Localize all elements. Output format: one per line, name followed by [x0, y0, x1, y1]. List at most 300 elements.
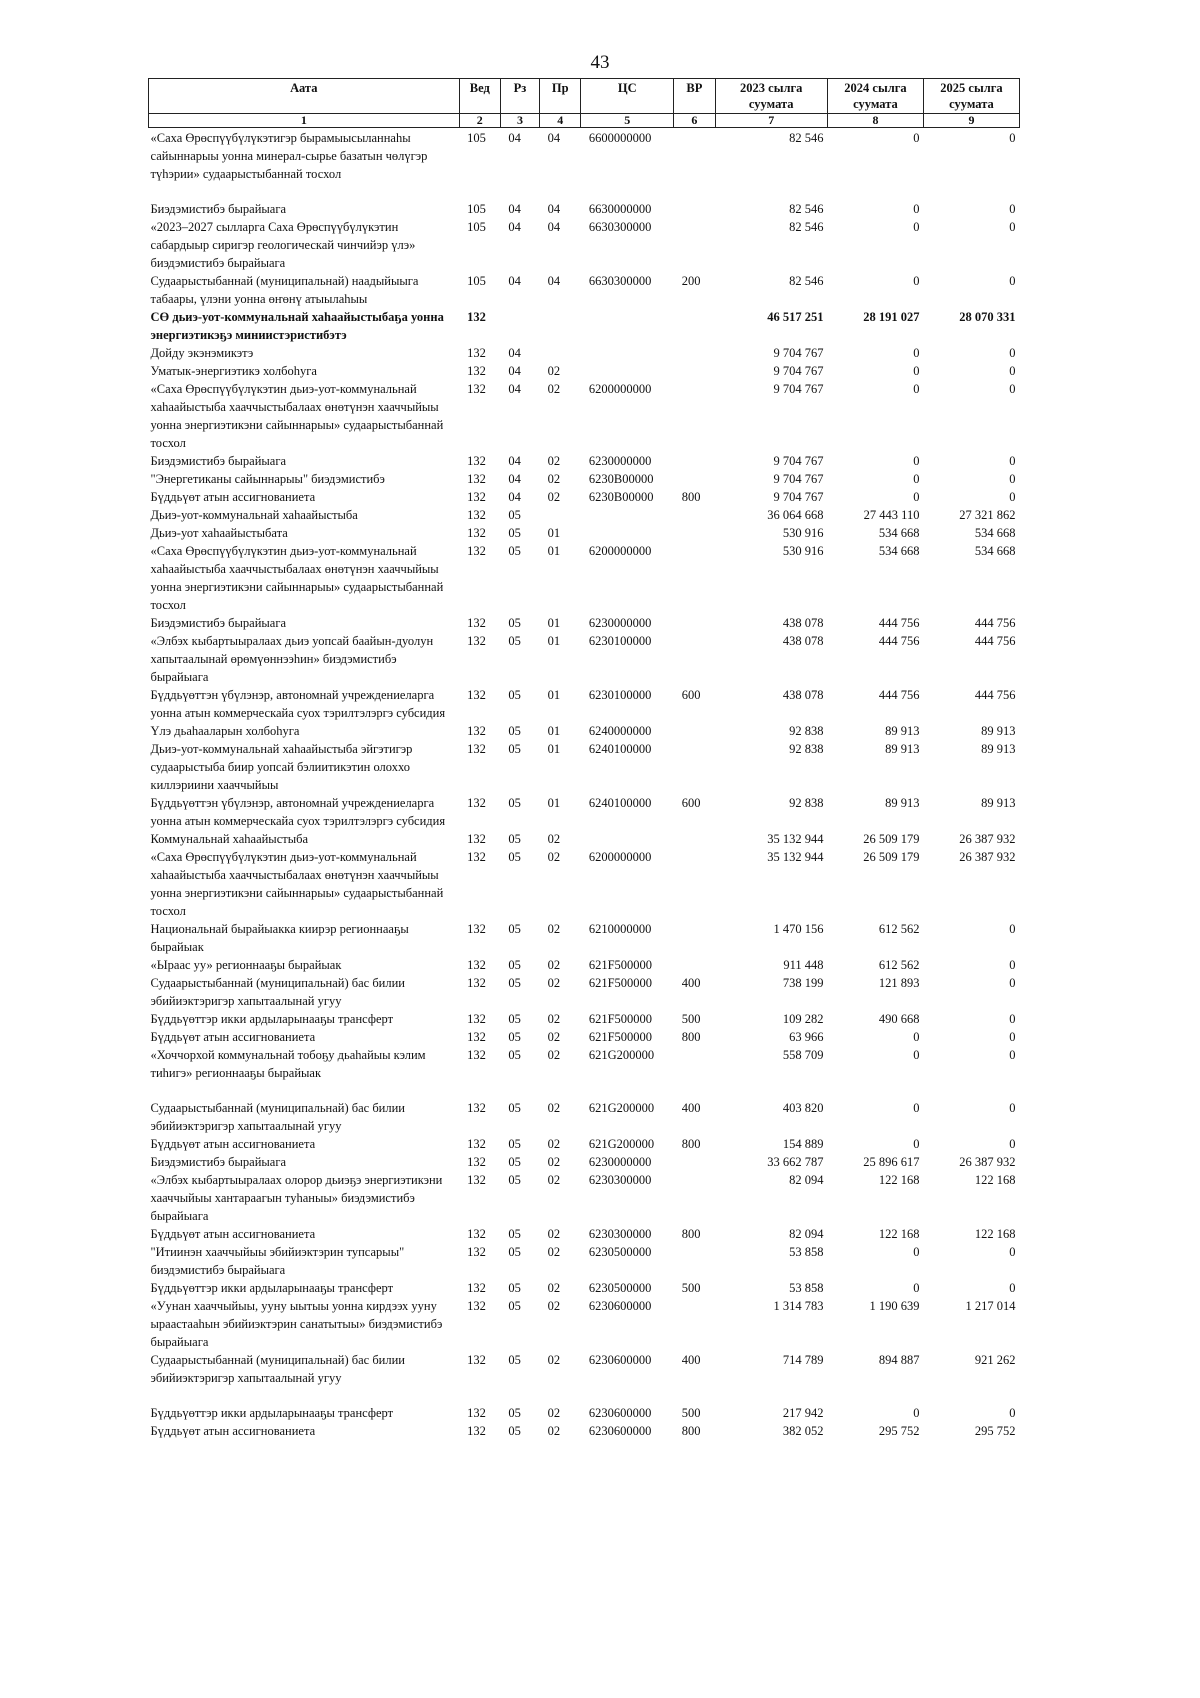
cell-y2024: 0: [913, 220, 920, 234]
cell-ved: 132: [467, 1137, 486, 1151]
cell-vr: 800: [681, 490, 701, 504]
cell-cs: [581, 308, 674, 344]
cell-name: Бүддьүөттэр икки ардыларынааҕы трансферт: [150, 1281, 394, 1295]
table-row: [149, 200, 1020, 218]
cell-y2023: 92 838: [789, 724, 824, 738]
table-row: [149, 1135, 1020, 1153]
cell-vr: 400: [681, 1353, 701, 1367]
cell-vr: 500: [681, 1281, 701, 1295]
cell-vr: 800: [681, 1030, 701, 1044]
cell-ved: 132: [467, 1012, 486, 1026]
cell-y2025: 89 913: [981, 742, 1016, 756]
cell-y2023: 154 889: [782, 1137, 824, 1151]
cell-name: «Саха Өрөспүүбүлүкэтин дьиэ-уот-коммунальнай хаһаайыстыба хааччыстыбалаах өнөтүнэн хааччыйыы уонна энергиэтикэни сайыннарыы» судаарыстыбаннай тосхол: [150, 544, 444, 612]
cell-pr: 01: [547, 616, 561, 630]
cell-pr: 04: [547, 220, 561, 234]
cell-rz: 05: [508, 1227, 521, 1241]
table-row: [149, 956, 1020, 974]
cell-y2024: 444 756: [878, 616, 920, 630]
cell-name: Судаарыстыбаннай (муниципальнай) бас билии эбийиэктэригэр хапытаалынай угуу: [150, 1101, 405, 1133]
cell-rz: 05: [508, 1012, 521, 1026]
cell-cs: [581, 362, 674, 380]
cell-name: Уматык-энергиэтикэ холбоһуга: [150, 364, 317, 378]
header-cell: 2023 сылга суумата: [715, 79, 827, 114]
cell-ved: 132: [467, 1048, 486, 1062]
cell-name: Бүддьүөттэн үбүлэнэр, автономнай учреждениеларга уонна атын коммерческайа суох тэрилтэлэргэ субсидия: [150, 796, 446, 828]
cell-y2023: 36 064 668: [767, 508, 824, 522]
cell-rz: 05: [508, 742, 521, 756]
cell-y2024: 121 893: [878, 976, 920, 990]
cell-pr: [540, 506, 581, 524]
cell-cs: 6230100000: [588, 688, 652, 702]
cell-y2023: 403 820: [782, 1101, 824, 1115]
header-cell: 2025 сылга суумата: [923, 79, 1019, 114]
cell-rz: 05: [508, 1353, 521, 1367]
cell-y2024: 612 562: [878, 958, 920, 972]
cell-y2024: 122 168: [878, 1227, 920, 1241]
cell-y2024: 0: [913, 131, 920, 145]
cell-pr: 02: [547, 490, 561, 504]
cell-y2024: 89 913: [885, 742, 920, 756]
cell-ved: 132: [467, 724, 486, 738]
cell-cs: 6240100000: [588, 796, 652, 810]
cell-cs: 6230600000: [588, 1406, 652, 1420]
cell-rz: 05: [508, 544, 521, 558]
cell-rz: 05: [508, 634, 521, 648]
cell-y2023: 9 704 767: [773, 490, 824, 504]
cell-y2024: 612 562: [878, 922, 920, 936]
column-number: 6: [674, 114, 715, 128]
cell-ved: 132: [467, 1424, 486, 1438]
cell-y2023: 9 704 767: [773, 454, 824, 468]
cell-y2024: 0: [913, 1101, 920, 1115]
cell-y2024: 0: [913, 1245, 920, 1259]
cell-vr: [674, 1171, 715, 1225]
cell-y2025: 0: [1009, 1048, 1016, 1062]
cell-y2023: 82 546: [789, 202, 824, 216]
cell-ved: 132: [467, 382, 486, 396]
cell-y2025: 444 756: [974, 616, 1016, 630]
cell-vr: [674, 722, 715, 740]
cell-y2024: 894 887: [878, 1353, 920, 1367]
cell-y2024: 444 756: [878, 688, 920, 702]
cell-pr: 02: [547, 472, 561, 486]
cell-y2024: 89 913: [885, 724, 920, 738]
cell-y2023: 53 858: [789, 1281, 824, 1295]
cell-vr: [674, 632, 715, 686]
cell-name: Биэдэмистибэ бырайыага: [150, 454, 287, 468]
column-number: 2: [459, 114, 500, 128]
cell-name: Бүддьүөт атын ассигнованиета: [150, 490, 316, 504]
cell-cs: 6630000000: [588, 202, 652, 216]
cell-y2023: 382 052: [782, 1424, 824, 1438]
cell-ved: 132: [467, 1245, 486, 1259]
cell-pr: 02: [547, 1173, 561, 1187]
cell-pr: 02: [547, 1245, 561, 1259]
table-row: [149, 686, 1020, 722]
cell-y2025: 295 752: [974, 1424, 1016, 1438]
cell-pr: 02: [547, 1281, 561, 1295]
table-row: [149, 362, 1020, 380]
cell-cs: 621F500000: [588, 1012, 653, 1026]
cell-y2025: 0: [1009, 1012, 1016, 1026]
cell-y2024: 1 190 639: [869, 1299, 920, 1313]
cell-rz: 05: [508, 724, 521, 738]
cell-y2025: 0: [1009, 1245, 1016, 1259]
cell-vr: [674, 524, 715, 542]
cell-y2024: 26 509 179: [863, 832, 920, 846]
table-row: [149, 542, 1020, 614]
cell-y2024: 0: [913, 382, 920, 396]
cell-y2025: 89 913: [981, 724, 1016, 738]
cell-y2023: 33 662 787: [767, 1155, 824, 1169]
column-number: 9: [923, 114, 1019, 128]
cell-y2024: 122 168: [878, 1173, 920, 1187]
table-row: [149, 272, 1020, 308]
cell-y2025: 0: [1009, 131, 1016, 145]
cell-pr: 01: [547, 796, 561, 810]
cell-y2023: 92 838: [789, 796, 824, 810]
cell-y2023: 35 132 944: [767, 832, 824, 846]
cell-name: Үлэ дьаһааларын холбоһуга: [150, 724, 300, 738]
cell-vr: [674, 1243, 715, 1279]
cell-name: Бүддьүөттэр икки ардыларынааҕы трансферт: [150, 1406, 394, 1420]
cell-y2025: 28 070 331: [959, 310, 1016, 324]
cell-y2025: 444 756: [974, 634, 1016, 648]
cell-ved: 132: [467, 922, 486, 936]
cell-cs: 621F500000: [588, 976, 653, 990]
cell-y2023: 558 709: [782, 1048, 824, 1062]
cell-rz: 05: [508, 832, 521, 846]
cell-pr: 02: [547, 958, 561, 972]
cell-pr: 01: [547, 724, 561, 738]
cell-vr: [674, 380, 715, 452]
cell-ved: 132: [467, 1227, 486, 1241]
cell-rz: 05: [508, 1245, 521, 1259]
table-row: [149, 524, 1020, 542]
cell-pr: 02: [547, 1406, 561, 1420]
cell-y2023: 109 282: [782, 1012, 824, 1026]
cell-ved: 132: [467, 526, 486, 540]
cell-cs: 621G200000: [588, 1048, 655, 1062]
header-cell: Аата: [149, 79, 460, 114]
table-row: [149, 740, 1020, 794]
table-row: [149, 1225, 1020, 1243]
cell-y2024: 26 509 179: [863, 850, 920, 864]
cell-y2023: 1 470 156: [773, 922, 824, 936]
cell-vr: [674, 200, 715, 218]
page-number: 43: [590, 52, 610, 73]
cell-pr: 01: [547, 526, 561, 540]
cell-ved: 132: [467, 508, 486, 522]
cell-rz: 05: [508, 1173, 521, 1187]
cell-y2023: 35 132 944: [767, 850, 824, 864]
cell-y2023: 217 942: [782, 1406, 824, 1420]
cell-name: «Элбэх кыбартыыралаах дьиэ уопсай баайын-дуолун хапытаалынай өрөмүөннээһин» биэдэмистибэ бырайыага: [150, 634, 434, 684]
budget-table: [148, 78, 1020, 1440]
cell-name: Национальнай бырайыакка киирэр регионнааҕы бырайыак: [150, 922, 409, 954]
cell-vr: [674, 218, 715, 272]
cell-y2023: 63 966: [789, 1030, 824, 1044]
cell-rz: 04: [508, 382, 521, 396]
cell-y2025: 1 217 014: [965, 1299, 1016, 1313]
cell-y2023: 438 078: [782, 616, 824, 630]
cell-y2025: 0: [1009, 490, 1016, 504]
header-cell: ЦС: [581, 79, 674, 114]
header-cell: Вед: [459, 79, 500, 114]
table-row: [149, 632, 1020, 686]
table-row: [149, 1243, 1020, 1279]
cell-rz: 05: [508, 526, 521, 540]
cell-y2025: 0: [1009, 220, 1016, 234]
cell-y2025: 26 387 932: [959, 850, 1016, 864]
cell-pr: 02: [547, 922, 561, 936]
column-number: 7: [715, 114, 827, 128]
cell-vr: 800: [681, 1137, 701, 1151]
cell-vr: 200: [681, 274, 701, 288]
table-row: [149, 920, 1020, 956]
cell-ved: 132: [467, 1406, 486, 1420]
cell-ved: 132: [467, 832, 486, 846]
cell-ved: 132: [467, 1155, 486, 1169]
cell-vr: [674, 308, 715, 344]
table-row: [149, 470, 1020, 488]
cell-rz: 05: [508, 922, 521, 936]
cell-cs: 6240000000: [588, 724, 652, 738]
cell-ved: 132: [467, 472, 486, 486]
table-row: [149, 344, 1020, 362]
cell-name: Бүддьүөттэн үбүлэнэр, автономнай учреждениеларга уонна атын коммерческайа суох тэрилтэлэргэ субсидия: [150, 688, 446, 720]
cell-cs: 6230100000: [588, 634, 652, 648]
column-number: 1: [149, 114, 460, 128]
table-row: [149, 614, 1020, 632]
cell-y2025: 534 668: [974, 526, 1016, 540]
cell-y2024: 25 896 617: [863, 1155, 920, 1169]
cell-y2024: 0: [913, 1030, 920, 1044]
cell-cs: 621G200000: [588, 1101, 655, 1115]
cell-ved: 132: [467, 310, 486, 324]
cell-ved: 132: [467, 544, 486, 558]
table-row: [149, 1279, 1020, 1297]
cell-y2023: 82 546: [789, 274, 824, 288]
cell-name: Дьиэ-уот-коммунальнай хаһаайыстыба эйгэтигэр судаарыстыба биир уопсай бэлиитикэтин олоххо киллэриини хааччыйыы: [150, 742, 413, 792]
cell-y2024: 89 913: [885, 796, 920, 810]
cell-y2024: 444 756: [878, 634, 920, 648]
cell-ved: 132: [467, 364, 486, 378]
cell-y2025: 0: [1009, 472, 1016, 486]
cell-y2025: 444 756: [974, 688, 1016, 702]
cell-y2023: 9 704 767: [773, 472, 824, 486]
table-row: [149, 1351, 1020, 1404]
cell-cs: 6230300000: [588, 1227, 652, 1241]
table-row: [149, 380, 1020, 452]
cell-y2025: 122 168: [974, 1173, 1016, 1187]
cell-rz: 05: [508, 688, 521, 702]
table-row: [149, 1153, 1020, 1171]
cell-rz: 05: [508, 976, 521, 990]
cell-name: Бүддьүөт атын ассигнованиета: [150, 1227, 316, 1241]
cell-y2023: 438 078: [782, 688, 824, 702]
cell-y2023: 530 916: [782, 526, 824, 540]
cell-ved: 132: [467, 616, 486, 630]
cell-rz: 05: [508, 1155, 521, 1169]
cell-y2023: 82 546: [789, 220, 824, 234]
cell-pr: [540, 308, 581, 344]
cell-name: Дьиэ-уот-коммунальнай хаһаайыстыба: [150, 508, 358, 522]
cell-cs: [581, 830, 674, 848]
header-cell: Рз: [500, 79, 539, 114]
cell-y2024: 27 443 110: [863, 508, 920, 522]
cell-y2025: 0: [1009, 958, 1016, 972]
cell-ved: 132: [467, 634, 486, 648]
cell-cs: 6230000000: [588, 1155, 652, 1169]
cell-rz: 04: [508, 202, 521, 216]
cell-pr: 01: [547, 634, 561, 648]
cell-y2025: 0: [1009, 1281, 1016, 1295]
cell-y2025: 27 321 862: [959, 508, 1016, 522]
cell-name: СӨ дьиэ-уот-коммунальнай хаһаайыстыбаҕа уонна энергиэтикэҕэ миниистэристибэтэ: [150, 310, 444, 342]
table-row: [149, 218, 1020, 272]
cell-cs: 6210000000: [588, 922, 652, 936]
table-row: [149, 488, 1020, 506]
cell-ved: 132: [467, 958, 486, 972]
cell-pr: 02: [547, 1048, 561, 1062]
cell-vr: 800: [681, 1424, 701, 1438]
cell-cs: 621F500000: [588, 958, 653, 972]
cell-pr: 02: [547, 1101, 561, 1115]
cell-y2024: 0: [913, 454, 920, 468]
cell-rz: 05: [508, 508, 521, 522]
cell-vr: 600: [681, 688, 701, 702]
cell-name: Судаарыстыбаннай (муниципальнай) бас билии эбийиэктэригэр хапытаалынай угуу: [150, 976, 405, 1008]
cell-y2023: 82 094: [789, 1173, 824, 1187]
cell-vr: [674, 128, 715, 201]
cell-vr: [674, 1297, 715, 1351]
cell-y2024: 534 668: [878, 526, 920, 540]
cell-name: Бүддьүөт атын ассигнованиета: [150, 1137, 316, 1151]
cell-pr: 02: [547, 454, 561, 468]
cell-cs: 6600000000: [588, 131, 652, 145]
cell-vr: [674, 542, 715, 614]
cell-vr: 400: [681, 1101, 701, 1115]
cell-pr: 01: [547, 688, 561, 702]
cell-name: Биэдэмистибэ бырайыага: [150, 616, 287, 630]
cell-vr: [674, 740, 715, 794]
cell-ved: 132: [467, 1299, 486, 1313]
cell-rz: 05: [508, 958, 521, 972]
cell-y2025: 122 168: [974, 1227, 1016, 1241]
cell-ved: 105: [467, 131, 486, 145]
cell-name: Судаарыстыбаннай (муниципальнай) бас билии эбийиэктэригэр хапытаалынай угуу: [150, 1353, 405, 1385]
cell-y2023: 82 546: [789, 131, 824, 145]
cell-y2023: 9 704 767: [773, 364, 824, 378]
cell-rz: 04: [508, 274, 521, 288]
cell-name: Бүддьүөт атын ассигнованиета: [150, 1424, 316, 1438]
cell-name: Дьиэ-уот хаһаайыстыбата: [150, 526, 288, 540]
cell-y2023: 92 838: [789, 742, 824, 756]
cell-vr: [674, 1046, 715, 1099]
cell-pr: 01: [547, 544, 561, 558]
cell-y2023: 1 314 783: [773, 1299, 824, 1313]
header-cell: Пр: [540, 79, 581, 114]
cell-rz: 05: [508, 1048, 521, 1062]
cell-cs: 621F500000: [588, 1030, 653, 1044]
cell-name: "Итиинэн хааччыйыы эбийиэктэрин тупсарыы" биэдэмистибэ бырайыага: [150, 1245, 405, 1277]
cell-cs: 6630300000: [588, 274, 652, 288]
header-row: [149, 79, 1020, 114]
cell-name: Судаарыстыбаннай (муниципальнай) наадыйыыга табаары, үлэни уонна өҥөнү атыылаһыы: [150, 274, 419, 306]
cell-cs: 6200000000: [588, 850, 652, 864]
cell-cs: 6230В00000: [588, 472, 654, 486]
cell-pr: 04: [547, 202, 561, 216]
cell-cs: 6230000000: [588, 616, 652, 630]
cell-cs: 6230300000: [588, 1173, 652, 1187]
cell-y2024: 0: [913, 202, 920, 216]
header-cell: ВР: [674, 79, 715, 114]
cell-rz: 04: [508, 346, 521, 360]
cell-y2024: 490 668: [878, 1012, 920, 1026]
cell-cs: 6230500000: [588, 1245, 652, 1259]
cell-cs: 6230000000: [588, 454, 652, 468]
cell-rz: 05: [508, 1406, 521, 1420]
header-cell: 2024 сылга суумата: [827, 79, 923, 114]
cell-name: «Саха Өрөспүүбүлүкэтигэр бырамыысыланнаһы сайыннарыы уонна минерал-сырье базатын чөлүгэр түһэрии» судаарыстыбаннай тосхол: [150, 131, 428, 181]
cell-ved: 132: [467, 742, 486, 756]
cell-y2024: 534 668: [878, 544, 920, 558]
cell-y2024: 0: [913, 364, 920, 378]
cell-name: «2023–2027 сылларга Саха Өрөспүүбүлүкэтин сабардыыр сиригэр геологическай чинчийэр үлэ» биэдэмистибэ бырайыага: [150, 220, 416, 270]
cell-cs: 6630300000: [588, 220, 652, 234]
table-body: [149, 128, 1020, 1441]
cell-cs: [581, 506, 674, 524]
cell-ved: 105: [467, 220, 486, 234]
cell-y2023: 738 199: [782, 976, 824, 990]
cell-cs: 6230600000: [588, 1424, 652, 1438]
cell-pr: 02: [547, 1227, 561, 1241]
cell-rz: 04: [508, 490, 521, 504]
cell-y2023: 714 789: [782, 1353, 824, 1367]
cell-pr: 02: [547, 1012, 561, 1026]
cell-ved: 132: [467, 976, 486, 990]
cell-y2024: 0: [913, 1406, 920, 1420]
cell-vr: [674, 362, 715, 380]
cell-vr: [674, 344, 715, 362]
cell-vr: [674, 470, 715, 488]
cell-y2025: 0: [1009, 274, 1016, 288]
cell-name: «Саха Өрөспүүбүлүкэтин дьиэ-уот-коммунальнай хаһаайыстыба хааччыстыбалаах өнөтүнэн хааччыйыы уонна энергиэтикэни сайыннарыы» судаарыстыбаннай тосхол: [150, 850, 444, 918]
cell-vr: 500: [681, 1012, 701, 1026]
cell-pr: 04: [547, 274, 561, 288]
cell-rz: 04: [508, 472, 521, 486]
cell-vr: [674, 956, 715, 974]
cell-y2023: 46 517 251: [767, 310, 824, 324]
cell-y2024: 0: [913, 1281, 920, 1295]
cell-name: Дойду экэнэмикэтэ: [150, 346, 254, 360]
cell-cs: 6200000000: [588, 544, 652, 558]
cell-y2025: 0: [1009, 976, 1016, 990]
table-row: [149, 506, 1020, 524]
cell-y2023: 911 448: [783, 958, 824, 972]
cell-pr: 02: [547, 1299, 561, 1313]
table-row: [149, 848, 1020, 920]
cell-ved: 132: [467, 1281, 486, 1295]
column-number: 8: [827, 114, 923, 128]
cell-y2025: 0: [1009, 346, 1016, 360]
cell-ved: 105: [467, 274, 486, 288]
cell-pr: 01: [547, 742, 561, 756]
cell-cs: 6240100000: [588, 742, 652, 756]
cell-pr: [540, 344, 581, 362]
